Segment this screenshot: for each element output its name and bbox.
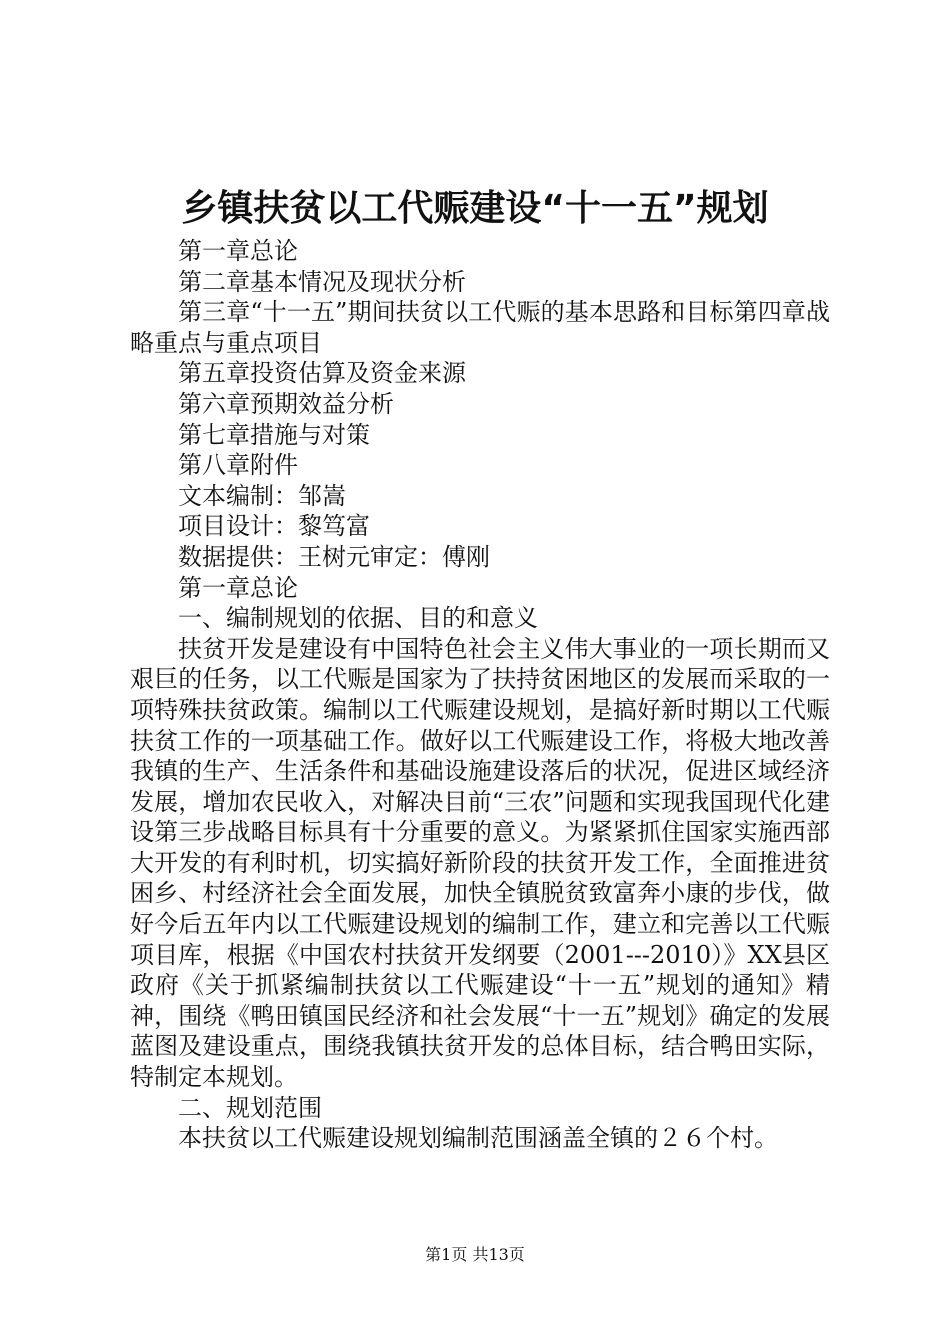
page-footer: 第1页 共13页: [425, 1245, 525, 1264]
credit-line: 数据提供：王树元审定：傅刚: [178, 542, 490, 571]
section-heading: 一、编制规划的依据、目的和意义: [178, 604, 538, 633]
body-paragraph: 本扶贫以工代赈建设规划编制范围涵盖全镇的２６个村。: [178, 1124, 778, 1153]
toc-line: 第三章“十一五”期间扶贫以工代赈的基本思路和目标第四章战略重点与重点项目: [130, 298, 830, 357]
section-heading: 二、规划范围: [178, 1093, 322, 1122]
toc-line: 第七章措施与对策: [178, 420, 370, 449]
toc-line: 第一章总论: [178, 237, 298, 265]
toc-line: 第六章预期效益分析: [178, 389, 394, 418]
toc-line: 第二章基本情况及现状分析: [178, 267, 466, 296]
document-body: [130, 236, 830, 1154]
toc-line: 第八章附件: [178, 451, 298, 480]
document-title: 乡镇扶贫以工代赈建设“十一五”规划: [181, 188, 769, 229]
body-paragraph: 扶贫开发是建设有中国特色社会主义伟大事业的一项长期而又艰巨的任务，以工代赈是国家为了扶持贫困地区的发展而采取的一项特殊扶贫政策。编制以工代赈建设规划，是搞好新时期以工代赈扶贫工作的一项基础工作。做好以工代赈建设工作，将极大地改善我镇的生产、生活条件和基础设施建设落后的状况，促进区域经济发展，增加农民收入，对解决目前“三农”问题和实现我国现代化建设第三步战略目标具有十分重要的意义。为紧紧抓住国家实施西部大开发的有利时机，切实搞好新阶段的扶贫开发工作，全面推进贫困乡、村经济社会全面发展，加快全镇脱贫致富奔小康的步伐，做好今后五年内以工代赈建设规划的编制工作，建立和完善以工代赈项目库，根据《中国农村扶贫开发纲要（2001---2010）》XX县区政府《关于抓紧编制扶贫以工代赈建设“十一五”规划的通知》精神，围绕《鸭田镇国民经济和社会发展“十一五”规划》确定的发展蓝图及建设重点，围绕我镇扶贫开发的总体目标，结合鸭田实际，特制定本规划。: [130, 634, 830, 1092]
chapter-heading: 第一章总论: [178, 573, 298, 602]
credit-line: 项目设计：黎笃富: [178, 512, 370, 541]
toc-line: 第五章投资估算及资金来源: [178, 359, 466, 388]
credit-line: 文本编制：邹嵩: [178, 481, 346, 510]
